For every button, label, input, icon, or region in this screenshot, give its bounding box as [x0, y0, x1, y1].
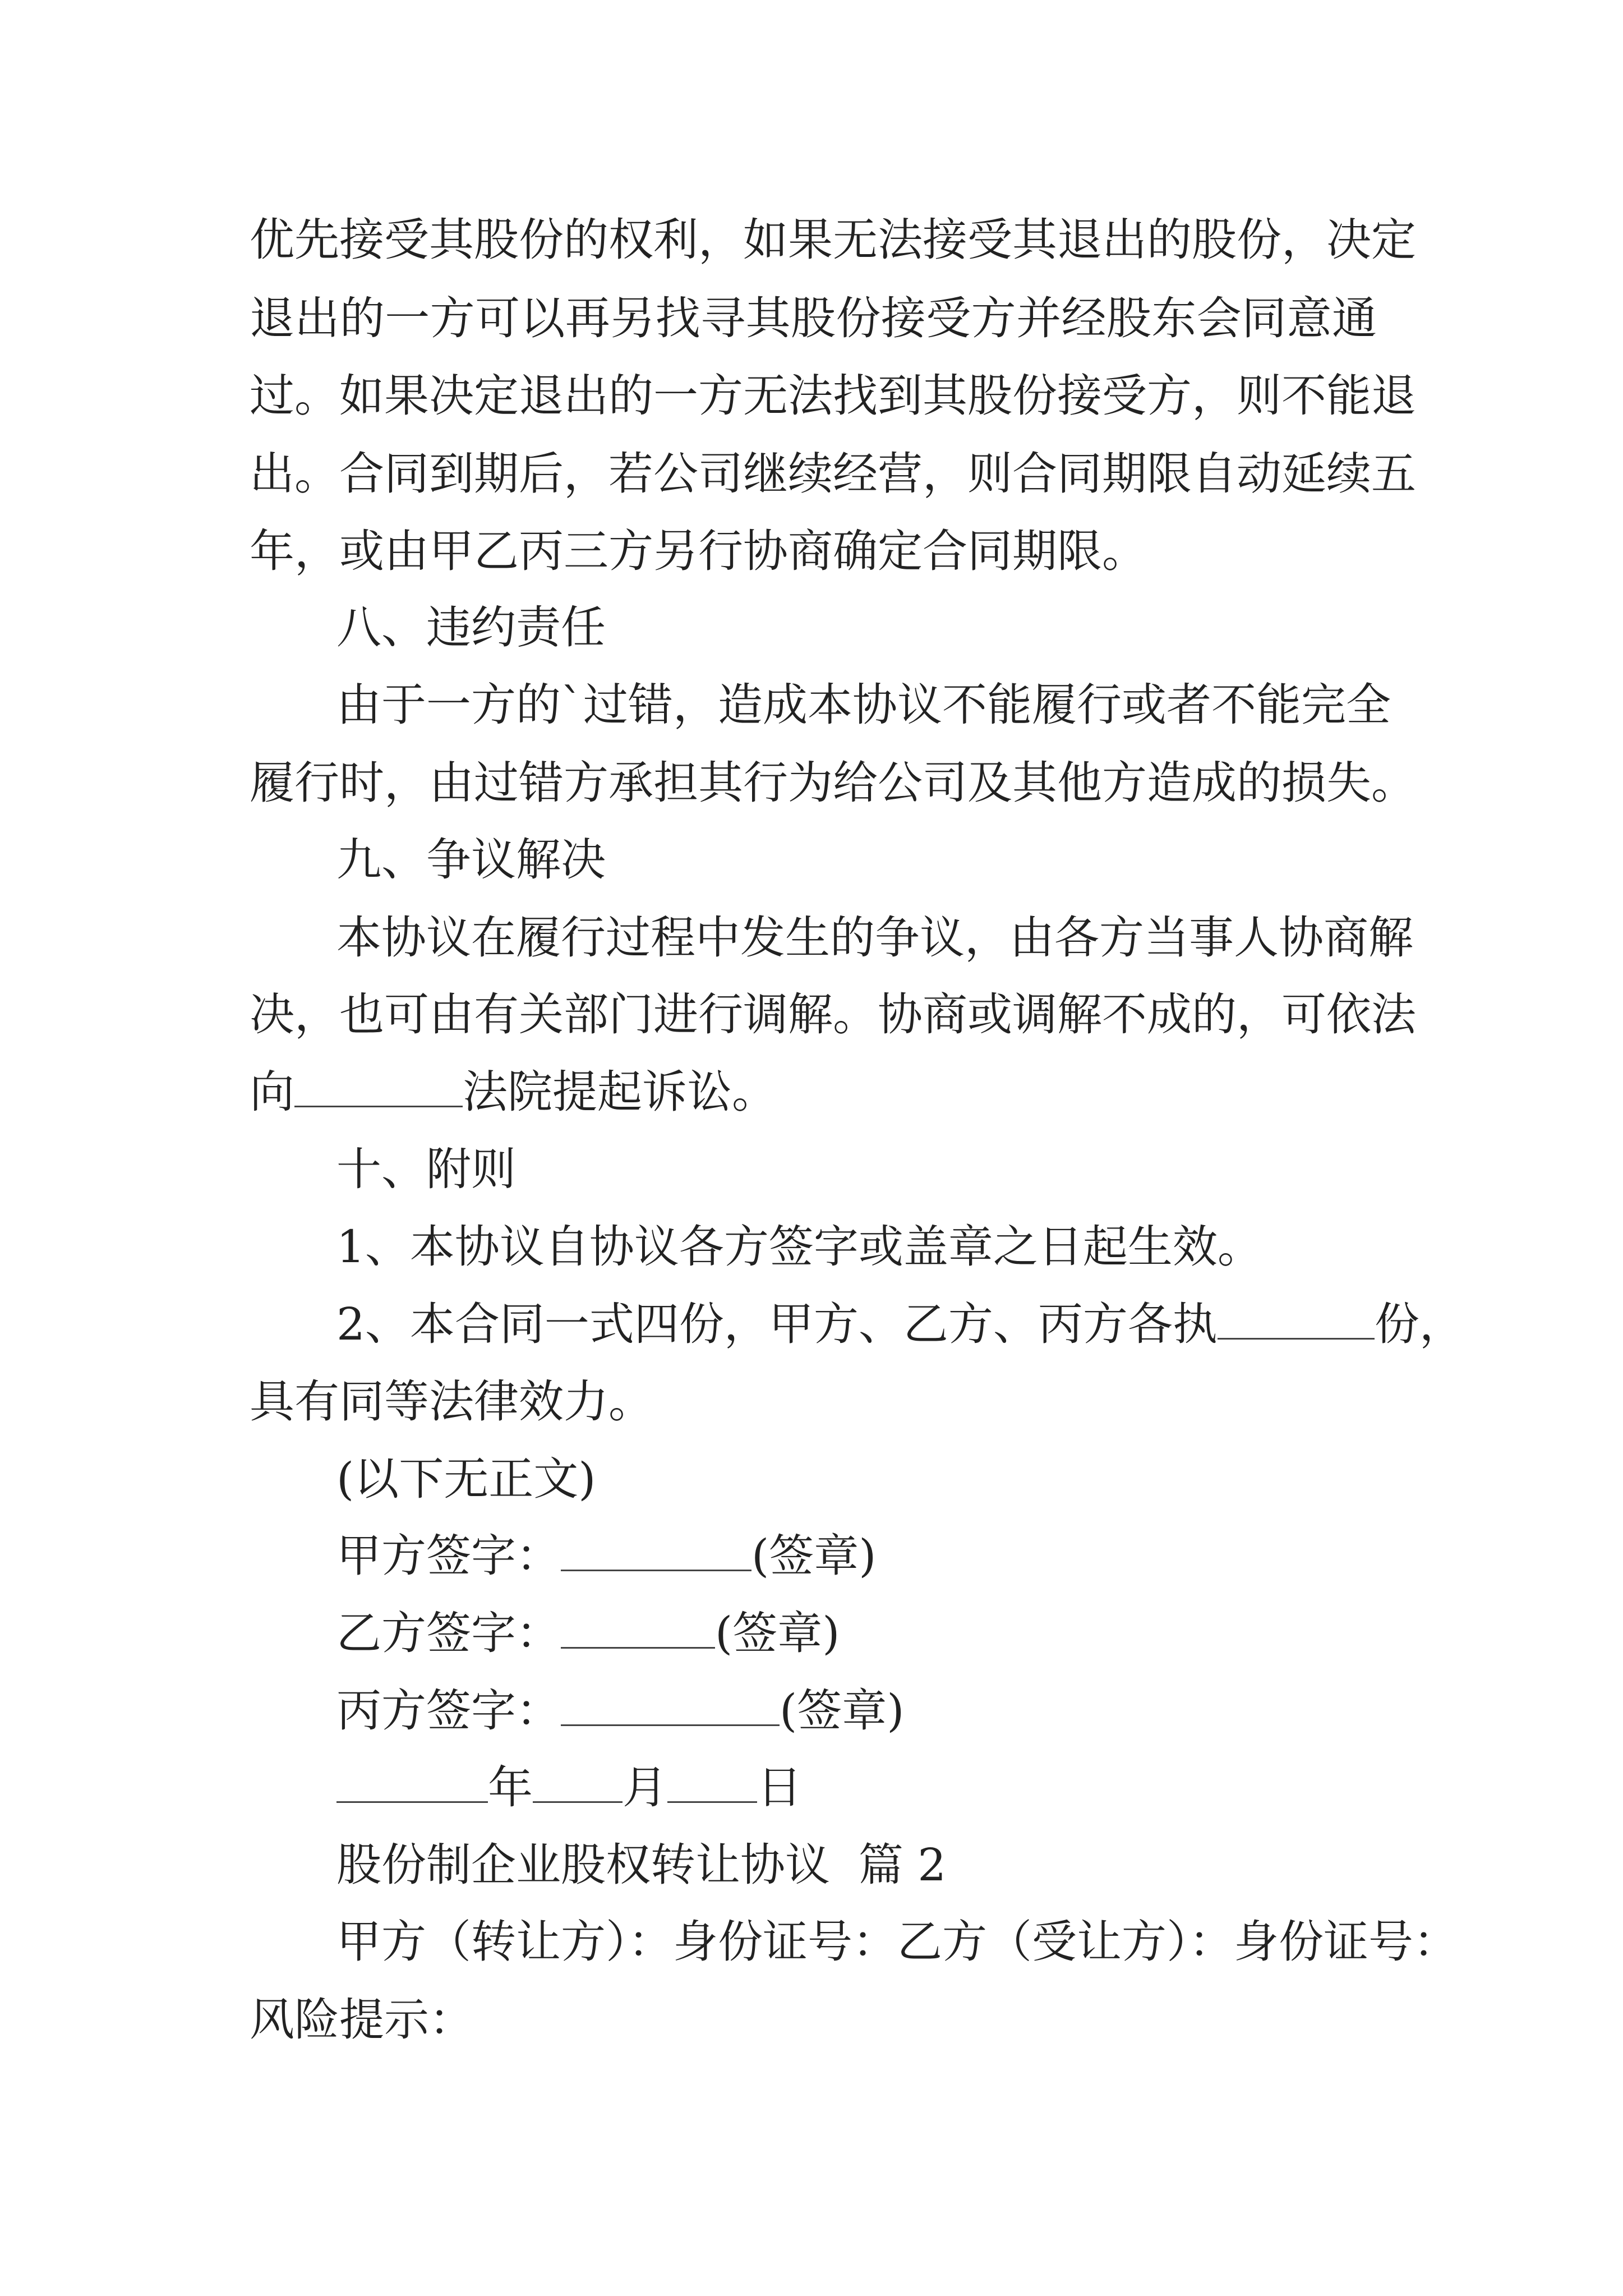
signature-party-c	[336, 1683, 904, 1739]
copies-count-blank	[1218, 1299, 1375, 1340]
clause-2	[336, 1296, 1464, 1352]
text-fragment: 份，	[1374, 1298, 1464, 1350]
day-blank	[667, 1762, 757, 1803]
paragraph-line: 本协议在履行过程中发生的争议，由各方当事人协商解	[336, 912, 1413, 964]
clause-1: 1、本协议自协议各方签字或盖章之日起生效。	[336, 1221, 1262, 1273]
signature-label: 甲方签字：	[336, 1530, 561, 1582]
risk-tip-label: 风险提示：	[250, 1994, 474, 2046]
text-fragment: 法院提起诉讼。	[463, 1066, 777, 1118]
signature-label: 乙方签字：	[336, 1607, 561, 1659]
section-heading-8: 八、违约责任	[336, 601, 606, 654]
text-fragment: 向	[250, 1066, 294, 1118]
text-fragment: 2、本合同一式四份，甲方、乙方、丙方各执	[336, 1298, 1218, 1350]
signature-blank	[561, 1608, 715, 1649]
paragraph-line: 过。如果决定退出的一方无法找到其股份接受方，则不能退	[250, 370, 1416, 422]
month-label: 月	[623, 1761, 667, 1814]
seal-label: (签章)	[780, 1685, 905, 1737]
paragraph-line: 决，也可由有关部门进行调解。协商或调解不成的，可依法	[250, 988, 1416, 1041]
paragraph-line: 退出的一方可以再另找寻其股份接受方并经股东会同意通	[250, 292, 1377, 344]
paragraph-line: 年，或由甲乙丙三方另行协商确定合同期限。	[250, 525, 1147, 577]
section-heading-9: 九、争议解决	[336, 834, 606, 886]
article-title: 股份制企业股权转让协议 篇 2	[336, 1839, 947, 1891]
signature-label: 丙方签字：	[336, 1685, 561, 1737]
year-label: 年	[488, 1761, 533, 1814]
court-name-blank	[294, 1066, 463, 1107]
no-more-text-note: (以下无正文)	[336, 1453, 596, 1505]
section-heading-10: 十、附则	[336, 1143, 516, 1195]
signature-party-a	[336, 1528, 876, 1584]
paragraph-line: 具有同等法律效力。	[250, 1375, 653, 1428]
day-label: 日	[757, 1761, 802, 1814]
signature-blank	[561, 1685, 780, 1726]
paragraph-line: 由于一方的`过错，造成本协议不能履行或者不能完全	[336, 679, 1391, 731]
paragraph-line	[250, 1064, 777, 1120]
date-line	[336, 1760, 802, 1816]
paragraph-line: 履行时，由过错方承担其行为给公司及其他方造成的损失。	[250, 757, 1416, 809]
seal-label: (签章)	[715, 1607, 840, 1659]
seal-label: (签章)	[751, 1530, 877, 1582]
month-blank	[533, 1762, 623, 1803]
paragraph-line: 优先接受其股份的权利，如果无法接受其退出的股份，决定	[250, 214, 1416, 266]
year-blank	[336, 1762, 488, 1803]
paragraph-line: 出。合同到期后，若公司继续经营，则合同期限自动延续五	[250, 448, 1416, 500]
signature-blank	[561, 1530, 751, 1571]
signature-party-b	[336, 1605, 840, 1662]
parties-line: 甲方（转让方）：身份证号：乙方（受让方）：身份证号：	[336, 1916, 1458, 1968]
